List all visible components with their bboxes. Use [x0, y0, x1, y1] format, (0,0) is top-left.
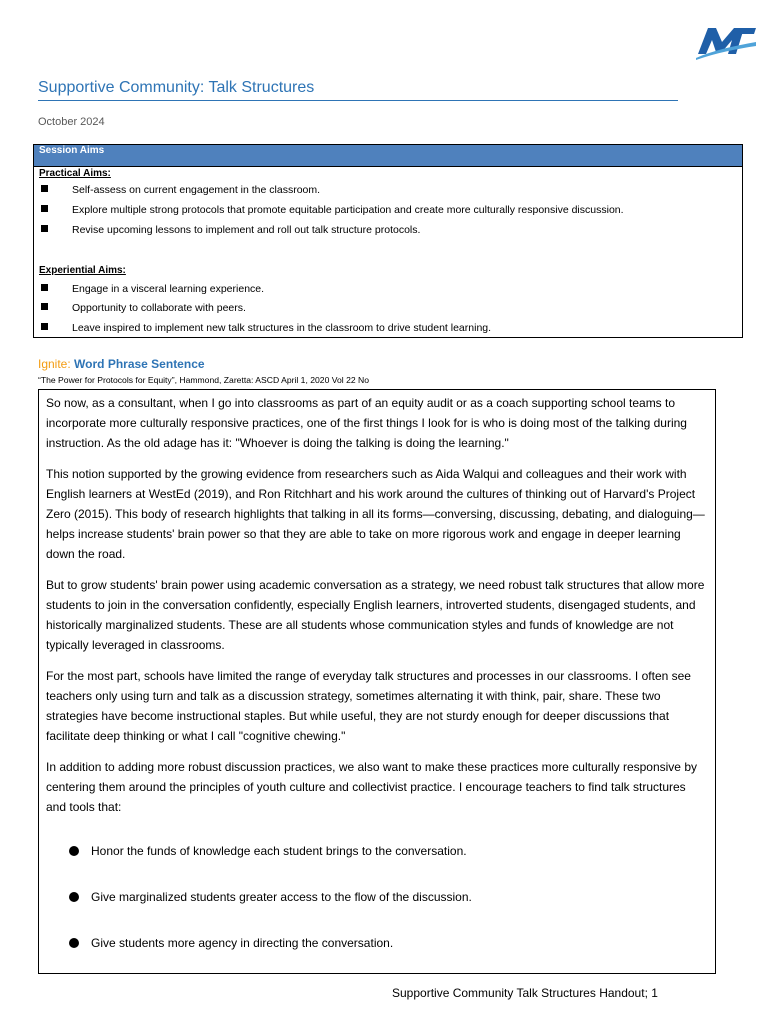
- article-box: [38, 389, 716, 974]
- ignite-label: Ignite:: [38, 357, 71, 371]
- practical-aim-item: Revise upcoming lessons to implement and roll out talk structure protocols.: [41, 224, 420, 236]
- list-item: Give marginalized students greater access to the flow of the discussion.: [69, 887, 472, 907]
- practical-aim-item: Self-assess on current engagement in the classroom.: [41, 184, 320, 196]
- session-aims-header: Session Aims: [34, 145, 742, 167]
- page-title: Supportive Community: Talk Structures: [38, 79, 678, 101]
- bullet-dot-icon: [69, 892, 79, 902]
- square-bullet-icon: [41, 185, 48, 192]
- article-paragraph: In addition to adding more robust discussion practices, we also want to make these practices more culturally responsive by centering them around the principles of youth culture and collectivist practice. I encourage teachers to find talk structures and tools that:: [46, 760, 697, 814]
- square-bullet-icon: [41, 205, 48, 212]
- article-paragraph: But to grow students' brain power using academic conversation as a strategy, we need robust talk structures that allow more students to join in the conversation confidently, especially English learners, introverted students, disengaged students, and historically marginalized students. These are all students whose communication styles and funds of knowledge are not typically leveraged in classrooms.: [46, 578, 705, 652]
- article-paragraph: This notion supported by the growing evidence from researchers such as Aida Walqui and colleagues and their work with English learners at WestEd (2019), and Ron Ritchhart and his work around the cultures of thinking out of Harvard's Project Zero (2015). This body of research highlights that talking in all its forms—conversing, discussing, debating, and dialoguing—helps increase students' brain power so that they are able to take on more rigorous work and engage in deeper learning down the road.: [46, 467, 705, 561]
- document-date: October 2024: [38, 116, 105, 128]
- bullet-dot-icon: [69, 846, 79, 856]
- article-paragraph: So now, as a consultant, when I go into classrooms as part of an equity audit or as a coach supporting school teams to incorporate more culturally responsive practices, one of the first things I look for is who is doing most of the talking during instruction. As the old adage has it: "Whoever is doing the talking is doing the learning.": [46, 396, 687, 450]
- practical-aim-item: Explore multiple strong protocols that promote equitable participation and create more culturally responsive discussion.: [41, 204, 624, 216]
- square-bullet-icon: [41, 303, 48, 310]
- ignite-heading: [38, 357, 205, 371]
- square-bullet-icon: [41, 323, 48, 330]
- bullet-dot-icon: [69, 938, 79, 948]
- article-citation: “The Power for Protocols for Equity”, Hammond, Zaretta: ASCD April 1, 2020 Vol 22 No: [38, 375, 370, 385]
- experiential-aim-item: Leave inspired to implement new talk structures in the classroom to drive student learning.: [41, 322, 491, 334]
- practical-aims-title: Practical Aims:: [39, 168, 111, 179]
- experiential-aims-title: Experiential Aims:: [39, 265, 126, 276]
- experiential-aim-item: Engage in a visceral learning experience.: [41, 283, 264, 295]
- list-item: Give students more agency in directing the conversation.: [69, 933, 393, 953]
- brand-m-logo-icon: [694, 22, 758, 60]
- ignite-title: Word Phrase Sentence: [74, 357, 205, 371]
- session-aims-box: [33, 144, 743, 338]
- article-paragraph: For the most part, schools have limited the range of everyday talk structures and processes in our classrooms. I often see teachers only using turn and talk as a discussion strategy, sometimes alternating it with think, pair, share. These two strategies have become instructional staples. But while useful, they are not sturdy enough for deeper discussions that facilitate deep thinking or what I call "cognitive chewing.": [46, 669, 691, 743]
- page-footer: Supportive Community Talk Structures Handout; 1: [392, 986, 658, 1000]
- experiential-aim-item: Opportunity to collaborate with peers.: [41, 302, 246, 314]
- list-item: Honor the funds of knowledge each student brings to the conversation.: [69, 841, 467, 861]
- square-bullet-icon: [41, 284, 48, 291]
- square-bullet-icon: [41, 225, 48, 232]
